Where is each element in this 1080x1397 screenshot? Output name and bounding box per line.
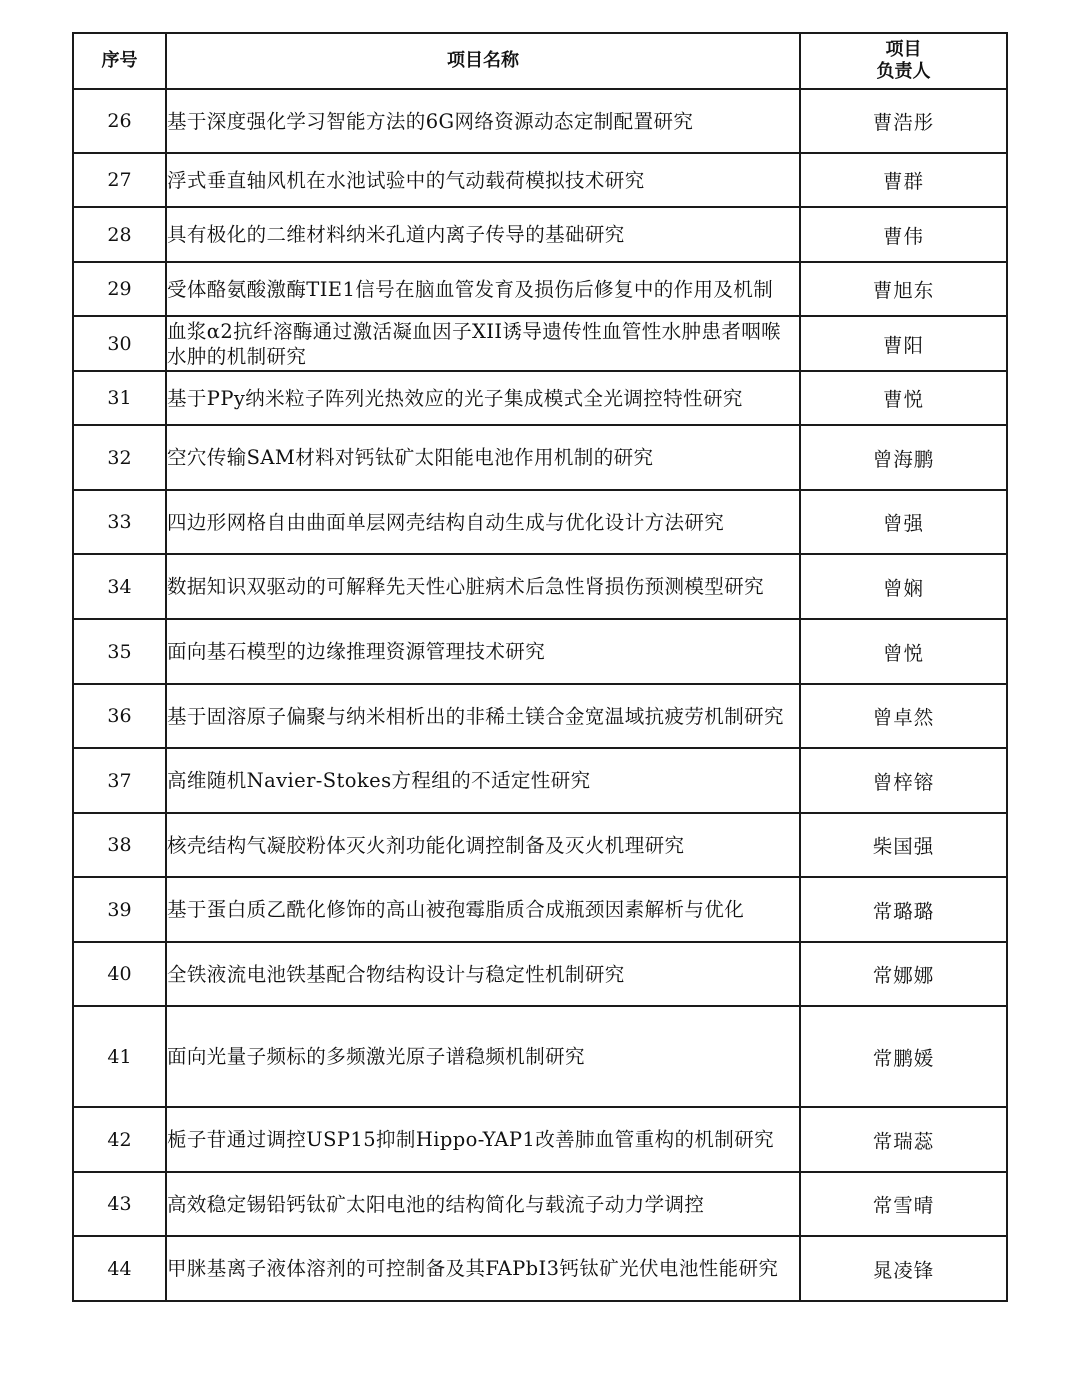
row-leader: 曾娴 [800, 554, 1007, 619]
row-project-name: 具有极化的二维材料纳米孔道内离子传导的基础研究 [166, 207, 800, 262]
row-leader: 曹阳 [800, 316, 1007, 371]
table-row [73, 877, 1007, 942]
header-index: 序号 [73, 33, 166, 89]
row-index: 43 [73, 1172, 166, 1236]
row-index: 32 [73, 425, 166, 490]
row-project-name: 数据知识双驱动的可解释先天性心脏病术后急性肾损伤预测模型研究 [166, 554, 800, 619]
row-leader: 常娜娜 [800, 942, 1007, 1006]
row-index: 31 [73, 371, 166, 425]
table-row [73, 619, 1007, 684]
row-project-name: 基于蛋白质乙酰化修饰的高山被孢霉脂质合成瓶颈因素解析与优化 [166, 877, 800, 942]
row-leader: 曾海鹏 [800, 425, 1007, 490]
table-row [73, 1006, 1007, 1107]
row-project-name: 浮式垂直轴风机在水池试验中的气动载荷模拟技术研究 [166, 153, 800, 207]
row-project-name: 四边形网格自由曲面单层网壳结构自动生成与优化设计方法研究 [166, 490, 800, 554]
row-project-name: 核壳结构气凝胶粉体灭火剂功能化调控制备及灭火机理研究 [166, 813, 800, 877]
header-project-name: 项目名称 [166, 33, 800, 89]
row-index: 40 [73, 942, 166, 1006]
row-leader: 曹浩彤 [800, 89, 1007, 153]
row-leader: 常瑞蕊 [800, 1107, 1007, 1172]
row-project-name: 受体酪氨酸激酶TIE1信号在脑血管发育及损伤后修复中的作用及机制 [166, 262, 800, 316]
row-index: 37 [73, 748, 166, 813]
table-row [73, 1236, 1007, 1301]
row-leader: 常雪晴 [800, 1172, 1007, 1236]
row-index: 29 [73, 262, 166, 316]
row-project-name: 栀子苷通过调控USP15抑制Hippo-YAP1改善肺血管重构的机制研究 [166, 1107, 800, 1172]
table-row [73, 207, 1007, 262]
table-row [73, 813, 1007, 877]
row-project-name: 基于深度强化学习智能方法的6G网络资源动态定制配置研究 [166, 89, 800, 153]
table-row [73, 554, 1007, 619]
row-leader: 晁凌锋 [800, 1236, 1007, 1301]
table-row [73, 425, 1007, 490]
row-index: 34 [73, 554, 166, 619]
row-index: 41 [73, 1006, 166, 1107]
row-index: 28 [73, 207, 166, 262]
row-project-name: 甲脒基离子液体溶剂的可控制备及其FAPbI3钙钛矿光伏电池性能研究 [166, 1236, 800, 1301]
row-leader: 曾梓镕 [800, 748, 1007, 813]
row-project-name: 血浆α2抗纤溶酶通过激活凝血因子XII诱导遗传性血管性水肿患者咽喉水肿的机制研究 [166, 316, 800, 371]
table-row [73, 748, 1007, 813]
table-row [73, 1107, 1007, 1172]
row-leader: 曾强 [800, 490, 1007, 554]
table-row [73, 153, 1007, 207]
header-leader-line2: 负责人 [876, 61, 931, 82]
row-index: 39 [73, 877, 166, 942]
table-row [73, 684, 1007, 748]
row-leader: 曾悦 [800, 619, 1007, 684]
row-index: 44 [73, 1236, 166, 1301]
table-row [73, 1172, 1007, 1236]
row-index: 26 [73, 89, 166, 153]
header-leader-line1: 项目 [885, 39, 922, 60]
table-row [73, 262, 1007, 316]
row-project-name: 基于固溶原子偏聚与纳米相析出的非稀土镁合金宽温域抗疲劳机制研究 [166, 684, 800, 748]
header-project-leader [800, 33, 1007, 89]
row-index: 35 [73, 619, 166, 684]
row-project-name: 高效稳定锡铅钙钛矿太阳电池的结构简化与载流子动力学调控 [166, 1172, 800, 1236]
row-leader: 曹悦 [800, 371, 1007, 425]
row-project-name: 高维随机Navier-Stokes方程组的不适定性研究 [166, 748, 800, 813]
row-leader: 曾卓然 [800, 684, 1007, 748]
row-index: 42 [73, 1107, 166, 1172]
row-project-name: 面向光量子频标的多频激光原子谱稳频机制研究 [166, 1006, 800, 1107]
row-project-name: 基于PPy纳米粒子阵列光热效应的光子集成模式全光调控特性研究 [166, 371, 800, 425]
row-index: 33 [73, 490, 166, 554]
row-leader: 柴国强 [800, 813, 1007, 877]
row-index: 27 [73, 153, 166, 207]
row-project-name: 面向基石模型的边缘推理资源管理技术研究 [166, 619, 800, 684]
table-row [73, 490, 1007, 554]
row-leader: 常鹏媛 [800, 1006, 1007, 1107]
project-table [72, 32, 1008, 1302]
row-project-name: 空穴传输SAM材料对钙钛矿太阳能电池作用机制的研究 [166, 425, 800, 490]
row-index: 30 [73, 316, 166, 371]
table-row [73, 316, 1007, 371]
table-header-row [73, 33, 1007, 89]
table-row [73, 89, 1007, 153]
row-index: 38 [73, 813, 166, 877]
row-leader: 常璐璐 [800, 877, 1007, 942]
row-project-name: 全铁液流电池铁基配合物结构设计与稳定性机制研究 [166, 942, 800, 1006]
row-leader: 曹伟 [800, 207, 1007, 262]
table-row [73, 942, 1007, 1006]
row-leader: 曹群 [800, 153, 1007, 207]
table-row [73, 371, 1007, 425]
row-index: 36 [73, 684, 166, 748]
row-leader: 曹旭东 [800, 262, 1007, 316]
